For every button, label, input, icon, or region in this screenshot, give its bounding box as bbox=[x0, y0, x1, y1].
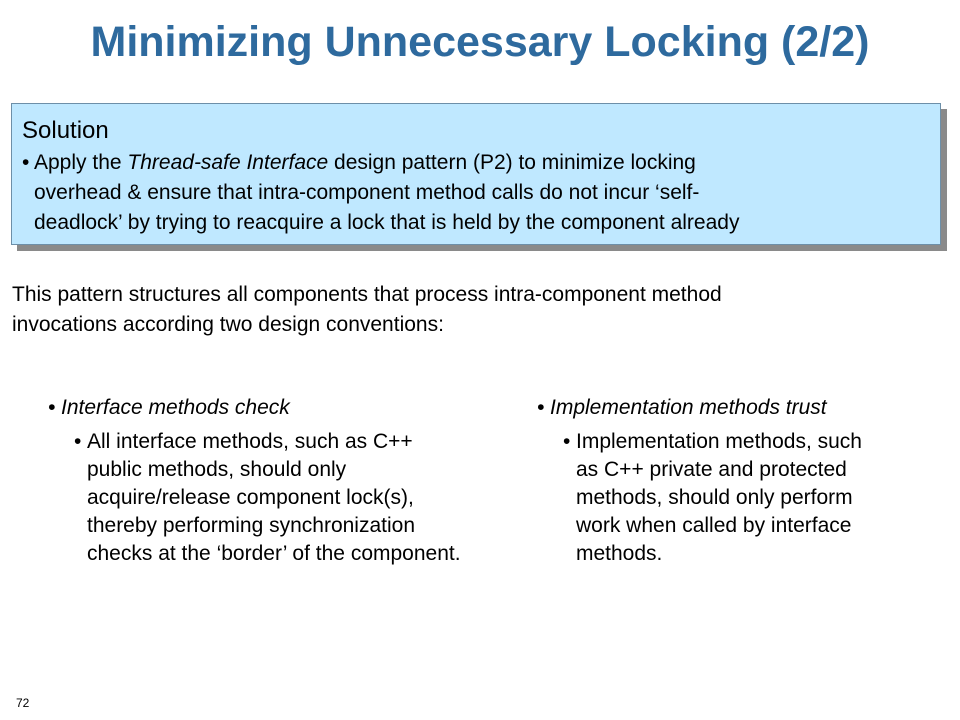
intro-line1: This pattern structures all components that process intra-component method bbox=[12, 283, 722, 306]
intro-paragraph bbox=[12, 280, 942, 340]
convention-description bbox=[74, 428, 468, 568]
convention-heading-text: Implementation methods trust bbox=[550, 396, 827, 419]
convention-heading bbox=[48, 394, 468, 422]
solution-text-line2: overhead & ensure that intra-component method calls do not incur ‘self- bbox=[34, 181, 700, 204]
convention-description bbox=[563, 428, 877, 568]
solution-heading: Solution bbox=[22, 117, 109, 144]
bullet-glyph: • bbox=[48, 396, 56, 419]
slide-title: Minimizing Unnecessary Locking (2/2) bbox=[90, 18, 870, 66]
intro-line2: invocations according two design conventions: bbox=[12, 313, 444, 336]
bullet-glyph: • bbox=[74, 430, 82, 453]
pattern-name: Thread-safe Interface bbox=[127, 151, 329, 174]
convention-heading bbox=[537, 394, 877, 422]
convention-description-text: Implementation methods, such as C++ private and protected methods, should only perform work when called by interface methods. bbox=[576, 430, 862, 565]
bullet-glyph: • bbox=[537, 396, 545, 419]
convention-description-text: All interface methods, such as C++ public methods, should only acquire/release component lock(s), thereby performing synchronization checks at the ‘border’ of the component. bbox=[87, 430, 461, 565]
page-number: 72 bbox=[16, 696, 30, 710]
solution-text-line3: deadlock’ by trying to reacquire a lock that is held by the component already bbox=[34, 211, 740, 234]
solution-text-part1: Apply the bbox=[34, 151, 128, 174]
solution-box bbox=[11, 103, 941, 245]
solution-text-part2: design pattern (P2) to minimize locking bbox=[328, 151, 696, 174]
bullet-glyph: • bbox=[22, 151, 30, 174]
convention-implementation bbox=[537, 394, 877, 568]
solution-bullet bbox=[22, 148, 930, 238]
convention-interface bbox=[48, 394, 468, 568]
convention-heading-text: Interface methods check bbox=[61, 396, 290, 419]
bullet-glyph: • bbox=[563, 430, 571, 453]
